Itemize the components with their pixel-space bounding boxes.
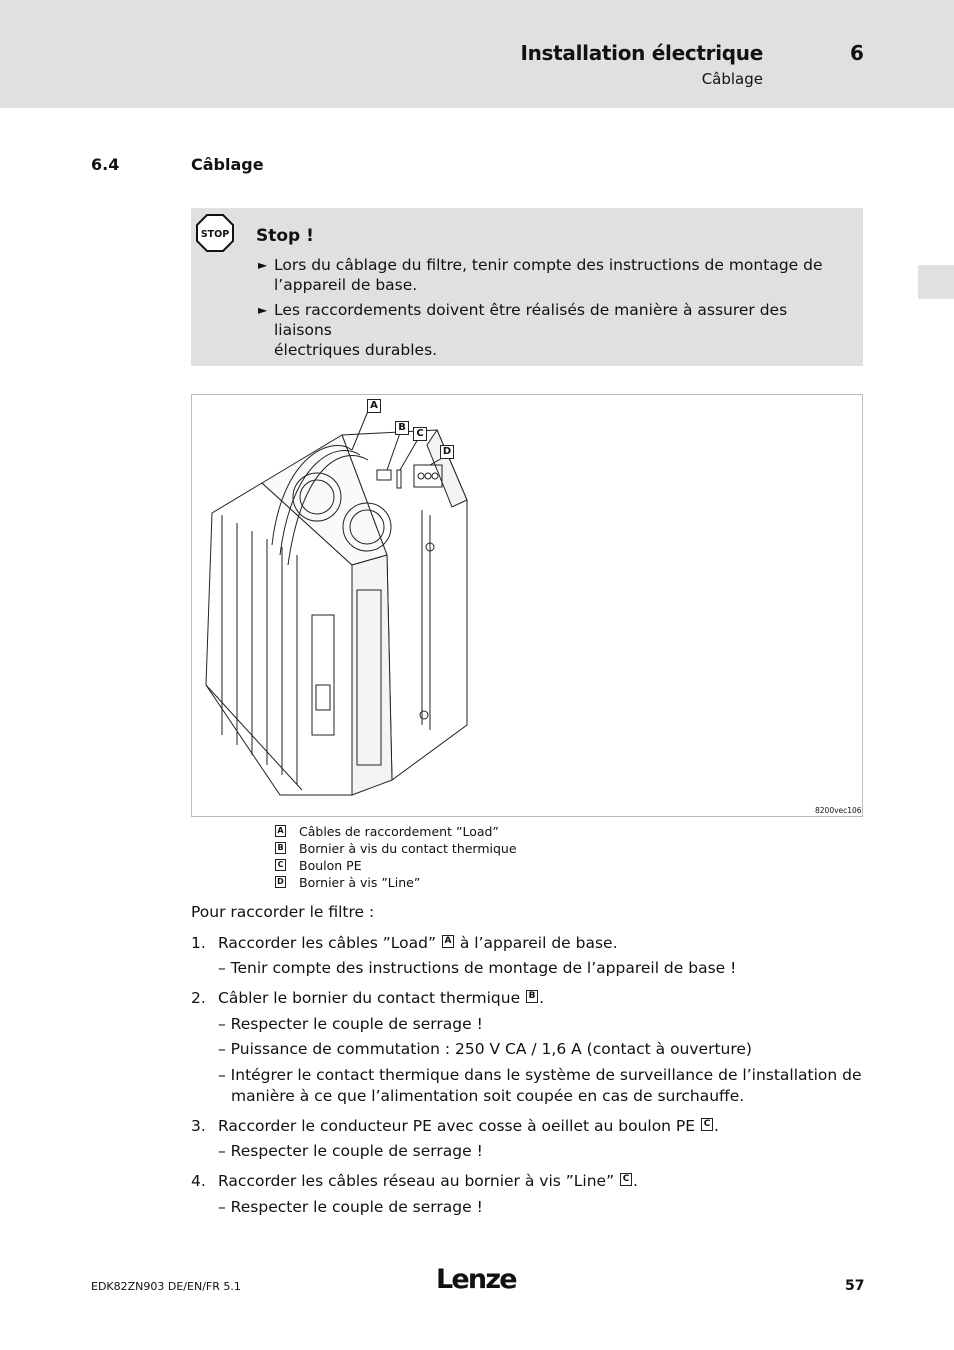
- inline-key: B: [526, 990, 538, 1003]
- step-text: [218, 1171, 638, 1192]
- chapter-tab-marker: [918, 265, 954, 299]
- section-number: 6.4: [91, 155, 120, 174]
- legend-text: Boulon PE: [299, 858, 362, 873]
- step-text-part: .: [539, 989, 544, 1007]
- legend-item: [275, 823, 499, 840]
- legend-key: D: [275, 876, 286, 888]
- callout-c: C: [413, 427, 427, 441]
- step-number: 4.: [191, 1172, 206, 1190]
- legend-text: Bornier à vis du contact thermique: [299, 841, 517, 856]
- stop-item-line: Les raccordements doivent être réalisés de manière à assurer des liaisons: [274, 301, 788, 339]
- stop-item-line: l’appareil de base.: [274, 276, 418, 294]
- chapter-number: 6: [850, 41, 864, 65]
- legend-key: A: [275, 825, 286, 837]
- inline-key: C: [701, 1118, 713, 1131]
- callout-a: A: [367, 399, 381, 413]
- sub-step: – Respecter le couple de serrage !: [218, 1015, 483, 1033]
- sub-step: – Intégrer le contact thermique dans le système de surveillance de l’installation de: [218, 1066, 862, 1084]
- step-text: [218, 988, 544, 1009]
- legend-text: Bornier à vis ”Line”: [299, 875, 421, 890]
- bullet-arrow-icon: ►: [258, 303, 268, 317]
- legend-text: Câbles de raccordement ”Load”: [299, 824, 499, 839]
- sub-step: – Respecter le couple de serrage !: [218, 1142, 483, 1160]
- step-text-part: à l’appareil de base.: [454, 934, 618, 952]
- figure-frame: [191, 394, 863, 817]
- bullet-arrow-icon: ►: [258, 258, 268, 272]
- svg-text:STOP: STOP: [200, 229, 230, 240]
- legend-key: C: [275, 859, 286, 871]
- step-text-part: Raccorder les câbles réseau au bornier à vis ”Line”: [218, 1172, 620, 1190]
- stop-item-line: électriques durables.: [274, 341, 438, 359]
- step-text-part: .: [714, 1117, 719, 1135]
- stop-title: Stop !: [256, 226, 314, 246]
- step-number: 2.: [191, 989, 206, 1007]
- step-number: 3.: [191, 1117, 206, 1135]
- header-title: Installation électrique: [520, 41, 763, 65]
- legend-item: [275, 874, 420, 891]
- step-text-part: Raccorder les câbles ”Load”: [218, 934, 441, 952]
- stop-sign-icon: [196, 214, 234, 252]
- inline-key: C: [620, 1173, 632, 1186]
- figure-id: 8200vec106: [815, 806, 862, 815]
- step-text-part: Câbler le bornier du contact thermique: [218, 989, 526, 1007]
- inline-key: A: [442, 935, 454, 948]
- stop-item: [258, 255, 838, 295]
- section-title: Câblage: [191, 155, 264, 174]
- sub-step: – Puissance de commutation : 250 V CA / 1,6 A (contact à ouverture): [218, 1040, 752, 1058]
- page-number: 57: [845, 1278, 865, 1294]
- legend-item: [275, 857, 362, 874]
- document-reference: EDK82ZN903 DE/EN/FR 5.1: [91, 1280, 241, 1293]
- header-subtitle: Câblage: [701, 70, 763, 88]
- callout-d: D: [440, 445, 454, 459]
- sub-step: – Tenir compte des instructions de montage de l’appareil de base !: [218, 959, 737, 977]
- intro-text: Pour raccorder le filtre :: [191, 903, 375, 921]
- header-band: [0, 0, 954, 108]
- callout-b: B: [395, 421, 409, 435]
- sub-step: – Respecter le couple de serrage !: [218, 1198, 483, 1216]
- stop-item-line: Lors du câblage du filtre, tenir compte des instructions de montage de: [274, 256, 823, 274]
- step-text: [218, 933, 618, 954]
- stop-item: [258, 300, 838, 359]
- filter-device-drawing: [192, 395, 862, 816]
- sub-step: manière à ce que l’alimentation soit coupée en cas de surchauffe.: [231, 1087, 745, 1105]
- step-text: [218, 1116, 719, 1137]
- step-number: 1.: [191, 934, 206, 952]
- legend-key: B: [275, 842, 286, 854]
- step-text-part: Raccorder le conducteur PE avec cosse à oeillet au boulon PE: [218, 1117, 700, 1135]
- lenze-logo: Lenze: [436, 1264, 516, 1295]
- legend-item: [275, 840, 517, 857]
- step-text-part: .: [633, 1172, 638, 1190]
